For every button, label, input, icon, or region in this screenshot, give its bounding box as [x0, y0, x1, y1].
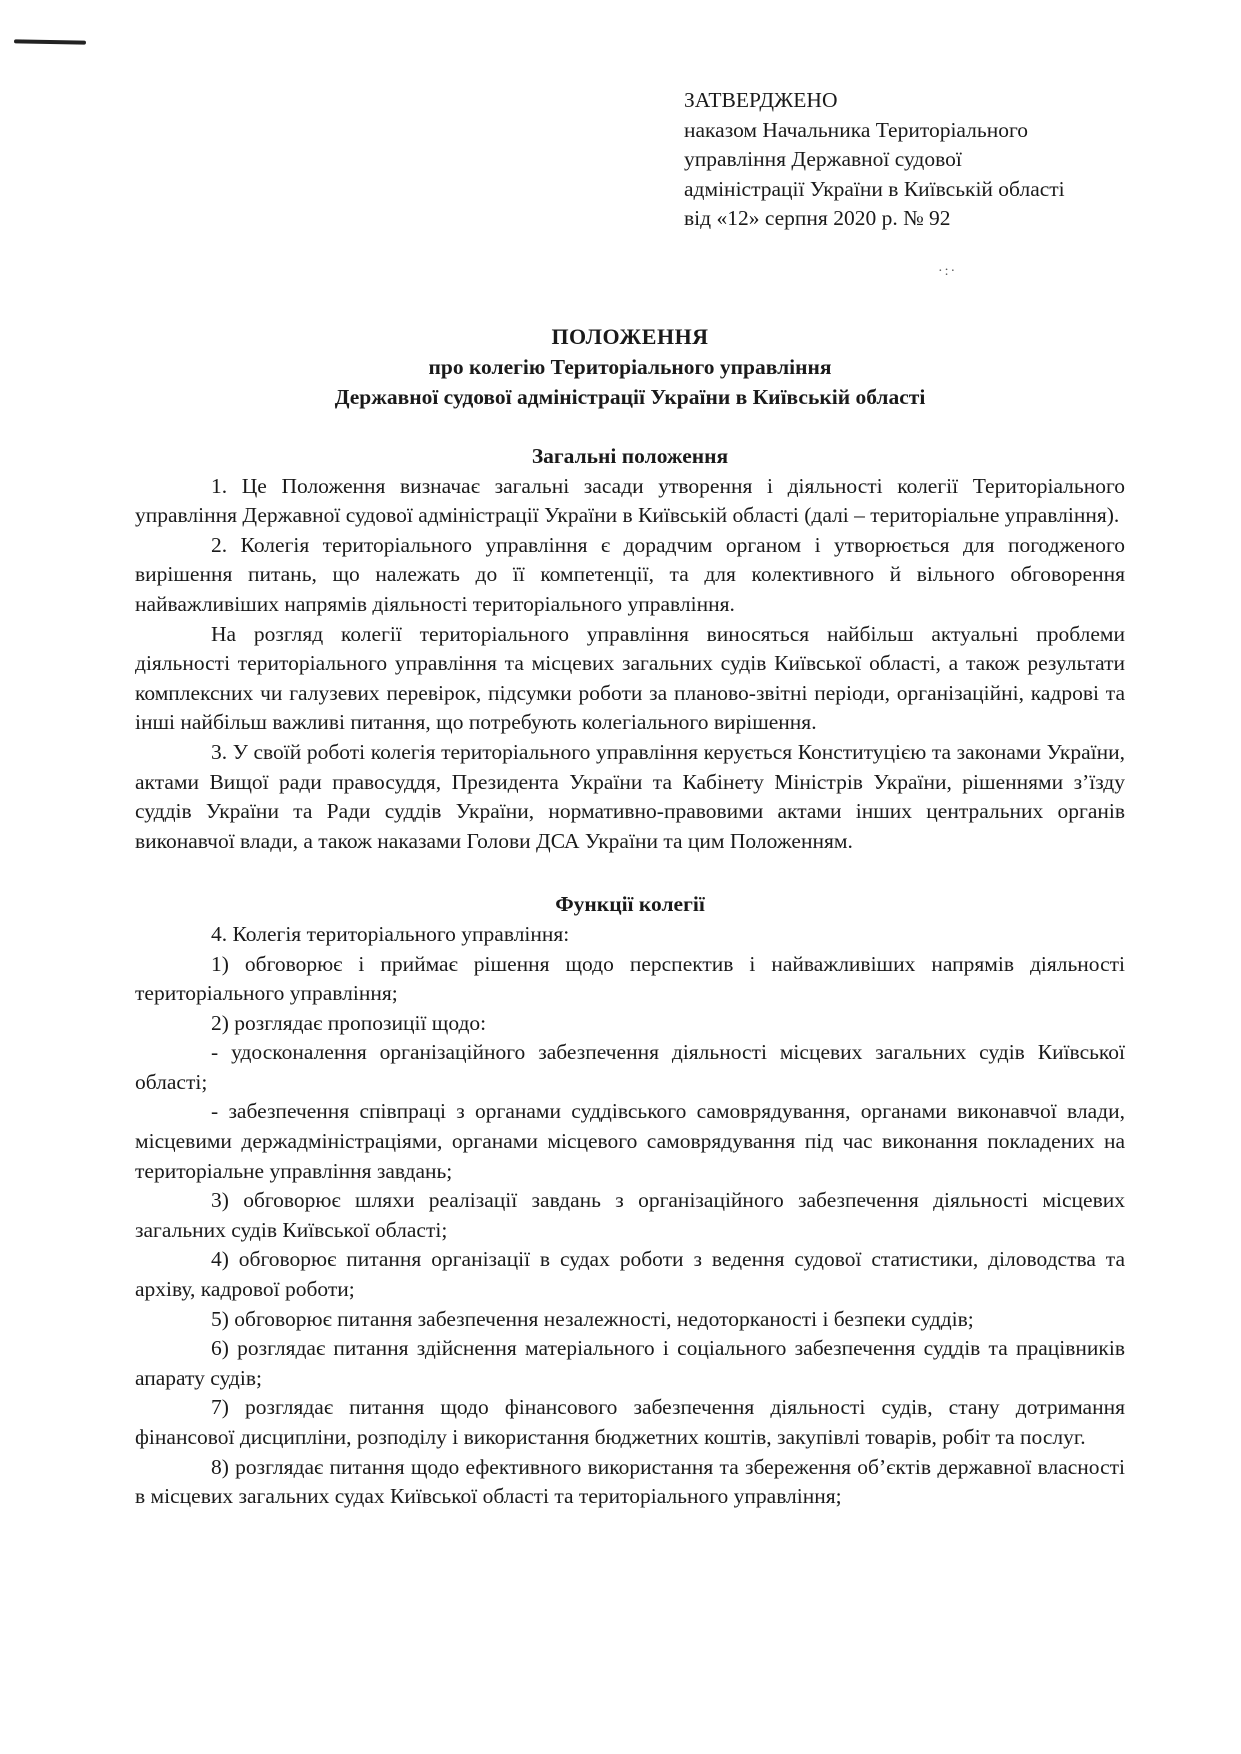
approval-line: управління Державної судової — [684, 147, 962, 171]
function-subitem: - удосконалення організаційного забезпечення діяльності місцевих загальних судів Київської області; — [135, 1040, 1125, 1094]
title-line-1: про колегію Територіального управління — [428, 355, 832, 379]
section-heading-general: Загальні положення — [531, 444, 729, 468]
function-item: 8) розглядає питання щодо ефективного використання та збереження об’єктів державної власності в місцевих загальних судах Київської області та територіального управління; — [135, 1454, 1125, 1509]
approval-line: ЗАТВЕРДЖЕНО — [684, 88, 838, 112]
section-heading-functions: Функції колегії — [555, 892, 705, 917]
function-item: 7) розглядає питання щодо фінансового забезпечення діяльності судів, стану дотримання фінансової дисципліни, розподілу і використання бюджетних коштів, закупівлі товарів, робіт та послуг. — [135, 1395, 1125, 1449]
function-subitem: - забезпечення співпраці з органами суддівського самоврядування, органами виконавчої влади, місцевими держадміністраціями, органами місцевого самоврядування під час виконання покладених на територіальне управління завдань; — [135, 1099, 1125, 1183]
function-item: 4) обговорює питання організації в судах роботи з ведення судової статистики, діловодства та архіву, кадрової роботи; — [135, 1247, 1125, 1302]
function-item: 6) розглядає питання здійснення матеріального і соціального забезпечення суддів та працівників апарату судів; — [135, 1336, 1125, 1390]
function-item: 2) розглядає пропозиції щодо: — [211, 1010, 487, 1035]
paragraph-3: На розгляд колегії територіального управління виносяться найбільш актуальні проблеми діяльності територіального управління та місцевих загальних судів Київської області, а також результати комплексних чи галузевих перевірок, підсумки роботи за планово-звітні періоди, організаційні, кадрові та інші найбільш важливі питання, що потребують колегіального вирішення. — [135, 621, 1125, 735]
approval-line: адміністрації України в Київській області — [684, 176, 1065, 201]
paragraph-1: 1. Це Положення визначає загальні засади утворення і діяльності колегії Територіального управління Державної судової адміністрації України в Київській області (далі – територіальне управління). — [135, 473, 1125, 528]
function-item: 3) обговорює шляхи реалізації завдань з організаційного забезпечення діяльності місцевих загальних судів Київської області; — [135, 1188, 1125, 1242]
title-main: ПОЛОЖЕННЯ — [551, 324, 709, 349]
function-item: 5) обговорює питання забезпечення незалежності, недоторканості і безпеки суддів; — [211, 1306, 974, 1331]
approval-line: наказом Начальника Територіального — [684, 117, 1028, 142]
title-line-2: Державної судової адміністрації України в Київській області — [334, 385, 926, 409]
scan-artifact-mark — [14, 39, 86, 44]
document-title — [130, 322, 1130, 412]
functions-intro: 4. Колегія територіального управління: — [211, 921, 570, 946]
paragraph-2: 2. Колегія територіального управління є дорадчим органом і утворюється для погодженого вирішення питань, що належать до її компетенції, та для колективного й вільного обговорення найважливіших напрямів діяльності територіального управління. — [135, 532, 1125, 616]
scan-speck: ·:· — [938, 264, 958, 279]
approval-line: від «12» серпня 2020 р. № 92 — [684, 206, 951, 230]
document-body — [135, 442, 1125, 1512]
paragraph-4: 3. У своїй роботі колегія територіального управління керується Конституцією та законами України, актами Вищої ради правосуддя, Президента України та Кабінету Міністрів України, рішеннями з’їзду суддів України та Ради суддів України, нормативно-правовими актами інших центральних органів виконавчої влади, а також наказами Голови ДСА України та цим Положенням. — [135, 739, 1125, 853]
approval-block — [684, 86, 1124, 234]
function-item: 1) обговорює і приймає рішення щодо перспектив і найважливіших напрямів діяльності територіального управління; — [135, 951, 1125, 1006]
